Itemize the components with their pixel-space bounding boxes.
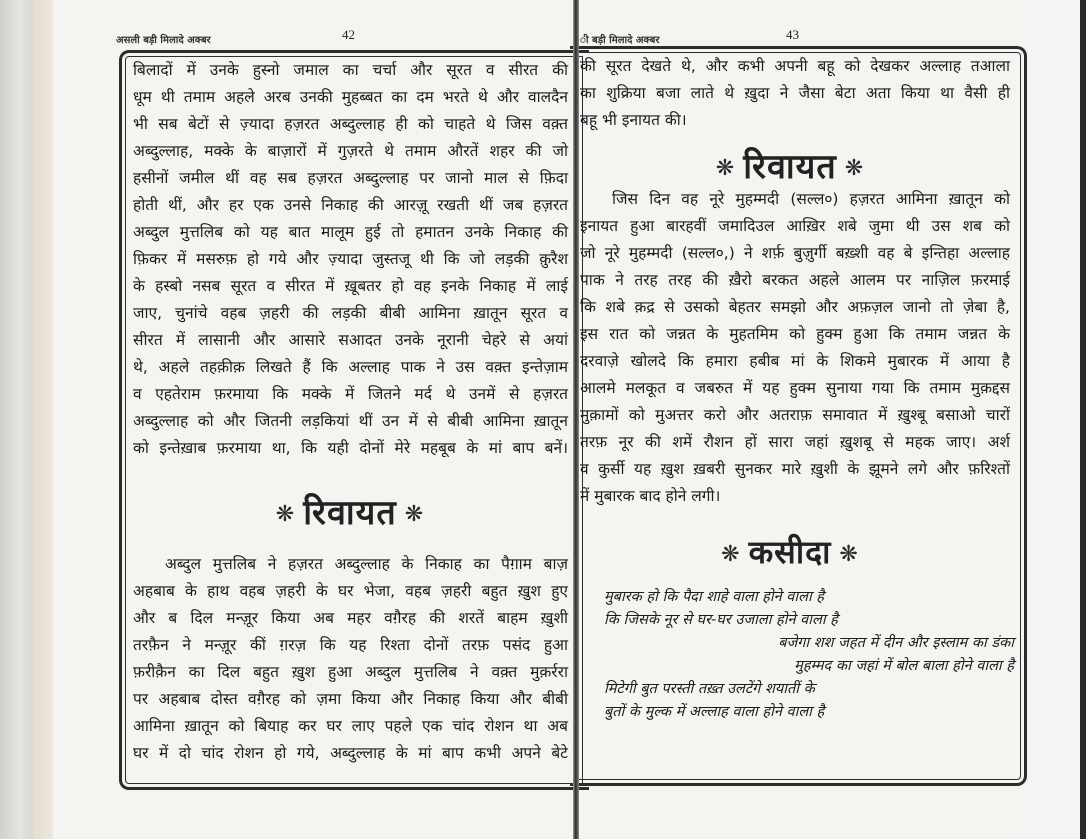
text-line: हसीनों जमील थीं वह सब हज़रत अब्दुल्लाह पर जानो माल से फ़िदा (133, 169, 568, 187)
text-line: अब्दुल्लाह, मक्के के बाज़ारों में गुज़रते थे तमाम औरतें शहर की जो (133, 142, 568, 160)
text-line: सीरत में लासानी और आसारे सआदत उनके नूरानी चेहरे से अयां (133, 331, 568, 349)
book-gutter (573, 0, 579, 839)
star-ornament-icon: ❋ (721, 541, 741, 567)
heading-text: रिवायत (303, 493, 397, 533)
poem-verse: बुतों के मुल्क में अल्लाह वाला होने वाला है (604, 704, 825, 720)
poem-verse: मुबारक हो कि पैदा शाहे वाला होने वाला है (604, 589, 825, 605)
text-line: और ब दिल मन्ज़ूर किया अब महर वग़ैरह की शरतें बाहम ख़ुशी (133, 609, 568, 627)
text-line: पर अहबाब दोस्त वग़ैरह को ज़मा किया और निकाह किया और बीबी (133, 690, 568, 708)
right-paragraph-2 (580, 186, 1010, 510)
text-line: आमिना ख़ातून को बियाह कर घर लाए पहले एक चांद रोशन था अब (133, 717, 568, 735)
star-ornament-icon: ❋ (404, 502, 425, 527)
right-paragraph-1 (580, 53, 1010, 134)
heading-text: रिवायत (743, 147, 837, 187)
text-line: इनायत हुआ बारहवीं जमादिउल आख़िर शबे जुमा थी उस शब को (580, 217, 1010, 235)
text-line: भी सब बेटों से ज़्यादा हज़रत अब्दुल्लाह ही को चाहते थे जिस वक़्त (133, 115, 568, 133)
star-ornament-icon: ❋ (839, 541, 859, 567)
text-line: का शुक्रिया बजा लाते थे ख़ुदा ने जैसा बेटा अता किया था वैसी ही (580, 84, 1010, 102)
text-line: कि शबे क़द्र से उसको बेहतर समझो और अफ़ज़ल जानो तो ज़ेबा है, (580, 298, 1010, 316)
text-line: के हस्बो नसब सूरत व सीरत में ख़ूबतर हो वह इनके निकाह में लाई (133, 277, 568, 295)
qasida-poem (604, 586, 1014, 724)
text-line: बिलादों में उनके हुस्नो जमाल का चर्चा और सूरत व सीरत की (133, 61, 568, 79)
section-heading-riwayat-right (680, 142, 900, 188)
text-line: तरफ़ नूर की शमें रौशन हों सारा जहां ख़ुशबू से महक जाए। अर्श (580, 433, 1010, 451)
page-number-left: 42 (342, 27, 355, 42)
poem-verse: मिटेगी बुत परस्ती तख़्त उलटेंगे शयातीं के (604, 681, 815, 697)
text-line: धूम थी तमाम अहले अरब उनकी मुहब्बत का दम भरते थे और वालदैन (133, 88, 568, 106)
text-line: अब्दुल्लाह को और जितनी लड़कियां थीं उन में से बीबी आमिना ख़ातून (133, 412, 568, 430)
text-line: जो नूरे मुहम्मदी (सल्ल०,) ने शर्फ़ बुज़ुर्गी बख़्शी वह बे इन्तिहा अल्लाह (580, 244, 1010, 262)
text-line: व कुर्सी यह ख़ुश ख़बरी सुनकर मारे ख़ुशी के झूमने लगे और फ़रिश्तों (580, 460, 1010, 478)
poem-verse: कि जिसके नूर से घर-घर उजाला होने वाला है (604, 612, 838, 628)
text-line: को इन्तेख़ाब फ़रमाया था, कि यही दोनों मेरे महबूब के मां बाप बनें। (133, 439, 568, 457)
running-head-left: असली बड़ी मिलादे अक्बर (116, 35, 211, 46)
page-stack-edge (0, 0, 33, 839)
heading-text: कसीदा (748, 533, 832, 571)
text-line: दरवाज़े खोलदे कि हमारा हबीब मां के शिकमे मुबारक में आया है (580, 352, 1010, 370)
text-line: इस रात को जन्नत के मुहतमिम को हुक्म हुआ कि तमाम जन्नत के (580, 325, 1010, 343)
text-line: मुक़ामों को मुअत्तर करो और अतराफ़ समावात में ख़ुश्बू बसाओ चारों (580, 406, 1010, 424)
text-line: पाक ने तरह तरह की ख़ैरो बरकत अहले आलम पर नाज़िल फ़रमाई (580, 271, 1010, 289)
book-cover-edge (1080, 0, 1086, 839)
running-head-right: ी बड़ी मिलादे अक्बर (580, 35, 660, 46)
text-line: जिस दिन वह नूरे मुहम्मदी (सल्ल०) हज़रत आमिना ख़ातून को (612, 190, 1010, 208)
text-line: फ़िकर में मसरुफ़ हो गये और ज़्यादा जुस्तजू थी कि जो लड़की क़ुरैश (133, 250, 568, 268)
text-line: में मुबारक बाद होने लगी। (580, 487, 721, 505)
text-line: जाए, चुनांचे वहब ज़हरी की लड़की बीबी आमिना ख़ातून सूरत व (133, 304, 568, 322)
page-stack-edge-inner (33, 0, 54, 839)
poem-verse: मुहम्मद का जहां में बोल बाला होने वाला है (794, 658, 1014, 674)
text-line: तरफ़ैन ने मन्ज़ूर कीं ग़रज़ कि यह रिश्ता दोनों तरफ़ पसंद हुआ (133, 636, 568, 654)
text-line: आलमे मलकूत व जबरुत में यह हुक्म सुनाया गया कि तमाम मुक़द्दस (580, 379, 1010, 397)
text-line: होती थीं, और हर एक उनसे निकाह की आरज़ू रखती थीं जब हज़रत (133, 196, 568, 214)
star-ornament-icon: ❋ (715, 156, 736, 181)
section-heading-riwayat-left (230, 488, 470, 534)
text-line: अब्दुल मुत्तलिब को यह बात मालूम हुई तो हमातन उनके निकाह की (133, 223, 568, 241)
text-line: अब्दुल मुत्तलिब ने हज़रत अब्दुल्लाह के निकाह का पैग़ाम बाज़ (165, 555, 568, 573)
poem-verse: बजेगा शश जहत में दीन और इस्लाम का डंका (778, 635, 1014, 651)
star-ornament-icon: ❋ (275, 502, 296, 527)
text-line: घर में दो चांद रोशन हो गये, अब्दुल्लाह के मां बाप कभी अपने बेटे (133, 744, 568, 762)
text-line: अहबाब के हाथ वहब ज़हरी के घर भेजा, वहब ज़हरी बहुत ख़ुश हुए (133, 582, 568, 600)
text-line: थे, अहले तहक़ीक़ लिखते हैं कि अल्लाह पाक ने उस वक़्त इन्तेज़ाम (133, 358, 568, 376)
left-paragraph-1 (133, 57, 568, 462)
text-line: बहू भी इनायत की। (580, 111, 687, 129)
text-line: व एहतेराम फ़रमाया कि मक्के में जितने मर्द थे उनमें से हज़रत (133, 385, 568, 403)
left-paragraph-2 (133, 551, 568, 767)
text-line: फ़रीक़ैन का दिल बहुत ख़ुश हुआ अब्दुल मुत्तलिब ने वक़्त मुक़र्ररा (133, 663, 568, 681)
star-ornament-icon: ❋ (844, 156, 865, 181)
page-number-right: 43 (786, 27, 799, 42)
section-heading-qasida (700, 530, 880, 573)
text-line: की सूरत देखते थे, और कभी अपनी बहू को देखकर अल्लाह तआला (580, 57, 1010, 75)
